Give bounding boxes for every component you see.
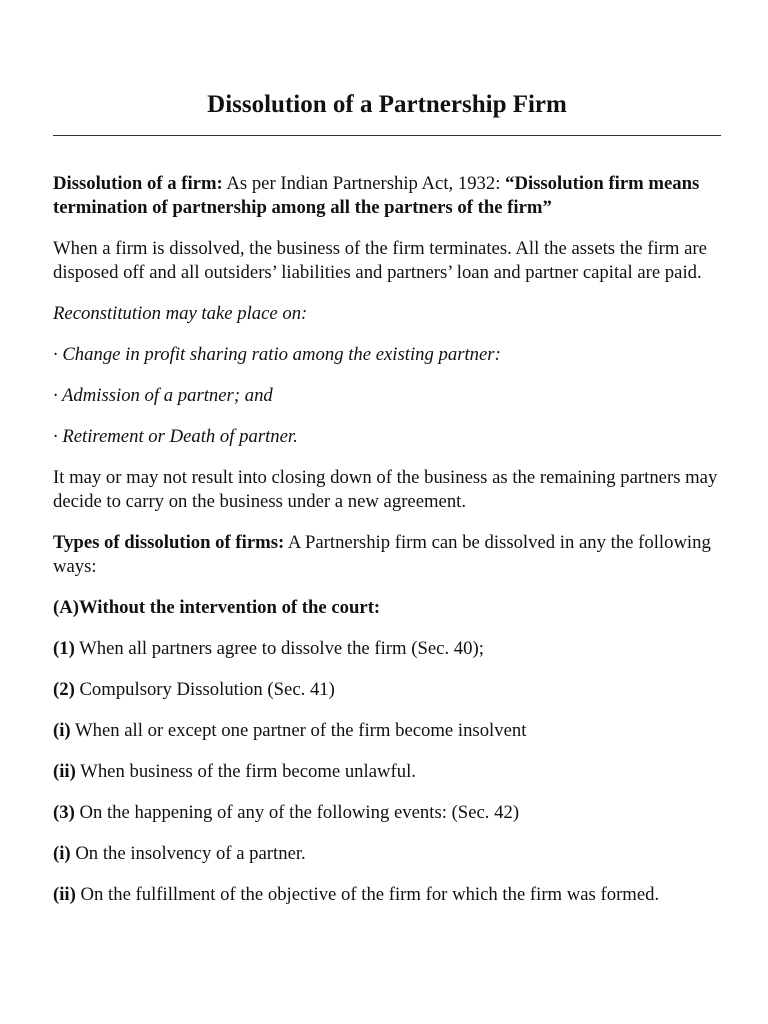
title-divider	[53, 135, 721, 136]
bullet-item: · Change in profit sharing ratio among the existing partner:	[53, 344, 501, 365]
item-text: On the insolvency of a partner.	[70, 843, 306, 864]
dissolution-explanation: When a firm is dissolved, the business of the firm terminates. All the assets the firm are disposed off and all outsiders’ liabilities and partners’ loan and partner capital are paid.	[53, 238, 707, 283]
list-item	[53, 801, 721, 825]
bullet-item: · Retirement or Death of partner.	[53, 426, 298, 447]
item-text: On the fulfillment of the objective of the firm for which the firm was formed.	[75, 884, 660, 905]
item-number: (i)	[53, 843, 71, 864]
item-number: (1)	[53, 638, 75, 659]
types-lead: Types of dissolution of firms:	[53, 532, 285, 553]
definition-paragraph	[53, 172, 721, 220]
definition-lead: Dissolution of a firm:	[53, 173, 223, 194]
item-text: When business of the firm become unlawful.	[75, 761, 416, 782]
page-title: Dissolution of a Partnership Firm	[207, 91, 567, 118]
item-text: When all or except one partner of the firm become insolvent	[70, 720, 527, 741]
types-paragraph	[53, 531, 721, 579]
reconstitution-heading: Reconstitution may take place on:	[53, 303, 308, 324]
types-text: A Partnership firm can be dissolved in any the following ways:	[53, 532, 711, 577]
item-text: When all partners agree to dissolve the firm (Sec. 40);	[74, 638, 484, 659]
definition-text: As per Indian Partnership Act, 1932:	[222, 173, 506, 194]
item-text: Compulsory Dissolution (Sec. 41)	[74, 679, 335, 700]
list-item	[53, 842, 721, 866]
item-number: (i)	[53, 720, 71, 741]
closing-down-paragraph: It may or may not result into closing down of the business as the remaining partners may decide to carry on the business under a new agreement.	[53, 467, 718, 512]
document-body	[53, 172, 721, 907]
bullet-item: · Admission of a partner; and	[53, 385, 273, 406]
item-text: On the happening of any of the following events: (Sec. 42)	[74, 802, 520, 823]
list-item	[53, 760, 721, 784]
list-item	[53, 678, 721, 702]
document-page	[53, 0, 721, 924]
item-number: (2)	[53, 679, 75, 700]
item-number: (ii)	[53, 884, 76, 905]
section-a-heading: (A)Without the intervention of the court:	[53, 597, 381, 618]
list-item	[53, 719, 721, 743]
item-number: (ii)	[53, 761, 76, 782]
item-number: (3)	[53, 802, 75, 823]
list-item	[53, 883, 721, 907]
definition-quote: “Dissolution firm means termination of partnership among all the partners of the firm”	[53, 173, 700, 218]
list-item	[53, 637, 721, 661]
